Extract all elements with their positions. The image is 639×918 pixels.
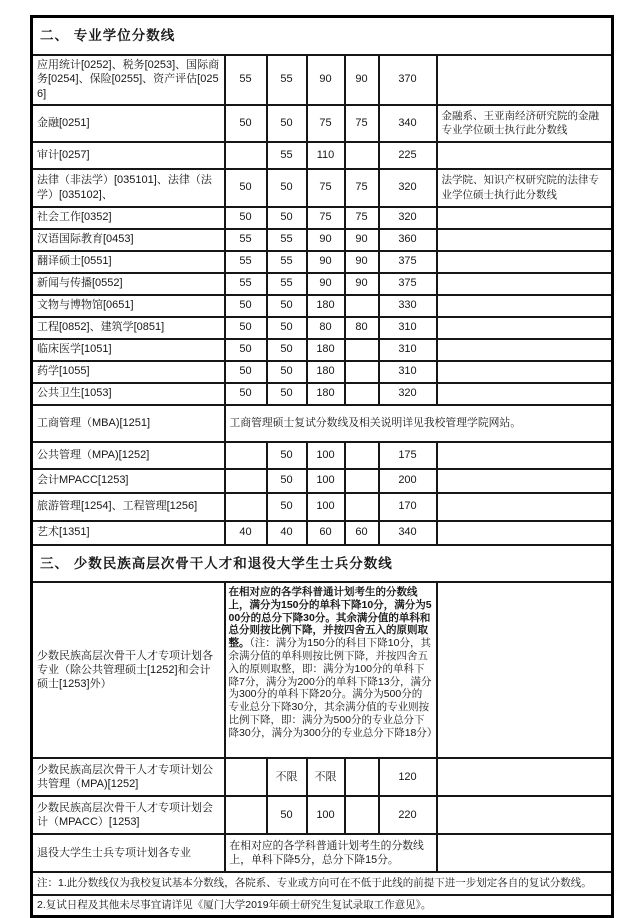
score-cell-2: 50 — [267, 796, 307, 834]
note-cell — [437, 207, 613, 229]
program-cell: 药学[1055] — [32, 361, 225, 383]
score-cell-4 — [345, 493, 379, 521]
total-score-cell: 320 — [379, 169, 437, 207]
score-cell-4 — [345, 295, 379, 317]
program-cell: 工商管理（MBA)[1251] — [32, 405, 225, 442]
score-cell-2: 55 — [267, 251, 307, 273]
note-cell — [437, 55, 613, 105]
score-cell-2: 50 — [267, 361, 307, 383]
score-cell-1: 50 — [225, 105, 267, 142]
score-cell-4 — [345, 796, 379, 834]
section-title: 三、 少数民族高层次骨干人才和退役大学生士兵分数线 — [32, 545, 613, 583]
note-cell — [437, 295, 613, 317]
program-cell: 文物与博物馆[0651] — [32, 295, 225, 317]
note-cell: 金融系、王亚南经济研究院的金融专业学位硕士执行此分数线 — [437, 105, 613, 142]
program-cell: 应用统计[0252]、税务[0253]、国际商务[0254]、保险[0255]、资产评估[0256] — [32, 55, 225, 105]
score-cell-2: 55 — [267, 55, 307, 105]
score-cell-3: 80 — [307, 317, 345, 339]
table-row — [32, 383, 613, 405]
rule-text-bold: 在相对应的各学科普通计划考生的分数线上，满分为150分的单科下降10分，满分为500分的总分下降30分。其余满分值的单科和总分则按比例下降，并按四舍五入的原则取整。 — [228, 586, 432, 650]
score-cell-2: 50 — [267, 493, 307, 521]
note-cell — [437, 758, 613, 796]
program-cell: 法律（非法学）[035101]、法律（法学）[035102]、 — [32, 169, 225, 207]
total-score-cell: 330 — [379, 295, 437, 317]
total-score-cell: 200 — [379, 469, 437, 493]
score-cell-1 — [225, 469, 267, 493]
score-cell-3: 110 — [307, 142, 345, 169]
table-row — [32, 796, 613, 834]
merged-note-cell: 工商管理硕士复试分数线及相关说明详见我校管理学院网站。 — [225, 405, 613, 442]
note-cell — [437, 317, 613, 339]
score-cell-2: 55 — [267, 273, 307, 295]
score-cell-4: 80 — [345, 317, 379, 339]
table-row — [32, 361, 613, 383]
score-cell-1: 50 — [225, 317, 267, 339]
total-score-cell: 175 — [379, 442, 437, 469]
table-row — [32, 317, 613, 339]
total-score-cell: 375 — [379, 273, 437, 295]
table-row — [32, 207, 613, 229]
score-cell-3: 不限 — [307, 758, 345, 796]
total-score-cell: 320 — [379, 383, 437, 405]
score-cell-1: 55 — [225, 55, 267, 105]
score-cell-4 — [345, 758, 379, 796]
merged-rule-cell — [225, 582, 437, 758]
total-score-cell: 170 — [379, 493, 437, 521]
score-cell-2: 不限 — [267, 758, 307, 796]
note-cell — [437, 251, 613, 273]
program-cell: 少数民族高层次骨干人才专项计划各专业（除公共管理硕士[1252]和会计硕士[1253]外） — [32, 582, 225, 758]
score-cell-4 — [345, 383, 379, 405]
score-cell-2: 50 — [267, 469, 307, 493]
score-cell-4: 90 — [345, 55, 379, 105]
score-cell-3: 100 — [307, 469, 345, 493]
table-row — [32, 229, 613, 251]
table-row — [32, 469, 613, 493]
table-row — [32, 142, 613, 169]
note-cell — [437, 796, 613, 834]
score-cell-1 — [225, 142, 267, 169]
footnote: 注：1.此分数线仅为我校复试基本分数线，各院系、专业或方向可在不低于此线的前提下进一步划定各自的复试分数线。 — [32, 872, 613, 895]
score-cell-3: 90 — [307, 229, 345, 251]
score-cell-3: 75 — [307, 207, 345, 229]
total-score-cell: 320 — [379, 207, 437, 229]
program-cell: 临床医学[1051] — [32, 339, 225, 361]
table-row — [32, 582, 613, 758]
program-cell: 社会工作[0352] — [32, 207, 225, 229]
note-cell — [437, 834, 613, 872]
note-cell — [437, 493, 613, 521]
table-row — [32, 758, 613, 796]
score-cell-3: 90 — [307, 273, 345, 295]
note-cell — [437, 339, 613, 361]
table-row — [32, 169, 613, 207]
total-score-cell: 310 — [379, 339, 437, 361]
score-cell-3: 180 — [307, 383, 345, 405]
table-row — [32, 493, 613, 521]
program-cell: 公共卫生[1053] — [32, 383, 225, 405]
program-cell: 少数民族高层次骨干人才专项计划会计（MPACC）[1253] — [32, 796, 225, 834]
score-cell-2: 55 — [267, 229, 307, 251]
footnote: 2.复试日程及其他未尽事宜请详见《厦门大学2019年硕士研究生复试录取工作意见》。 — [32, 895, 613, 917]
score-cell-4: 90 — [345, 229, 379, 251]
table-row — [32, 105, 613, 142]
score-cell-1: 50 — [225, 383, 267, 405]
total-score-cell: 360 — [379, 229, 437, 251]
note-cell — [437, 142, 613, 169]
score-cell-2: 50 — [267, 295, 307, 317]
table-row — [32, 55, 613, 105]
program-cell: 退役大学生士兵专项计划各专业 — [32, 834, 225, 872]
score-cell-3: 75 — [307, 105, 345, 142]
program-cell: 工程[0852]、建筑学[0851] — [32, 317, 225, 339]
score-cell-1 — [225, 493, 267, 521]
program-cell: 会计MPACC[1253] — [32, 469, 225, 493]
table-row — [32, 834, 613, 872]
table-row — [32, 895, 613, 917]
total-score-cell: 120 — [379, 758, 437, 796]
score-cell-1: 50 — [225, 339, 267, 361]
program-cell: 审计[0257] — [32, 142, 225, 169]
note-cell — [437, 229, 613, 251]
score-cell-3: 90 — [307, 251, 345, 273]
score-cell-2: 50 — [267, 105, 307, 142]
program-cell: 艺术[1351] — [32, 521, 225, 545]
score-cell-4 — [345, 142, 379, 169]
score-cell-1 — [225, 442, 267, 469]
score-cell-3: 75 — [307, 169, 345, 207]
score-cell-1: 50 — [225, 295, 267, 317]
total-score-cell: 310 — [379, 361, 437, 383]
table-row — [32, 872, 613, 895]
score-cell-1: 50 — [225, 361, 267, 383]
score-cell-1: 40 — [225, 521, 267, 545]
score-cell-1: 55 — [225, 251, 267, 273]
table-row — [32, 339, 613, 361]
score-cell-1: 55 — [225, 229, 267, 251]
total-score-cell: 370 — [379, 55, 437, 105]
note-cell — [437, 582, 613, 758]
program-cell: 公共管理（MPA)[1252] — [32, 442, 225, 469]
note-cell — [437, 442, 613, 469]
table-row — [32, 521, 613, 545]
score-cell-3: 180 — [307, 339, 345, 361]
score-cell-1 — [225, 758, 267, 796]
total-score-cell: 375 — [379, 251, 437, 273]
program-cell: 金融[0251] — [32, 105, 225, 142]
score-cell-2: 40 — [267, 521, 307, 545]
score-cell-3: 100 — [307, 442, 345, 469]
score-cell-3: 100 — [307, 493, 345, 521]
note-cell — [437, 469, 613, 493]
rule-text: （注：满分为150分的科目下降10分，其余满分值的单科则按比例下降，并按四舍五入的原则取整，即：满分为100分的单科下降7分，满分为200分的单科下降13分，满分为300分的单科下降20分。满分为500分的专业总分下降30分，其余满分值的专业则按比例下降，即：满分为500分的专业总分下降30分，满分为300分的专业总分下降18分） — [228, 637, 438, 739]
score-table-body — [32, 17, 613, 917]
score-cell-4: 75 — [345, 207, 379, 229]
score-cell-1: 50 — [225, 169, 267, 207]
score-cell-4 — [345, 442, 379, 469]
note-cell — [437, 383, 613, 405]
score-cell-3: 180 — [307, 361, 345, 383]
score-cell-1: 50 — [225, 207, 267, 229]
program-cell: 汉语国际教育[0453] — [32, 229, 225, 251]
score-cell-2: 55 — [267, 142, 307, 169]
score-table — [30, 15, 614, 918]
score-cell-2: 50 — [267, 442, 307, 469]
score-cell-3: 100 — [307, 796, 345, 834]
program-cell: 新闻与传播[0552] — [32, 273, 225, 295]
score-cell-4: 75 — [345, 169, 379, 207]
score-cell-4: 90 — [345, 273, 379, 295]
note-cell — [437, 521, 613, 545]
table-row — [32, 17, 613, 55]
score-cell-2: 50 — [267, 169, 307, 207]
score-cell-3: 180 — [307, 295, 345, 317]
program-cell: 旅游管理[1254]、工程管理[1256] — [32, 493, 225, 521]
score-cell-1 — [225, 796, 267, 834]
section-title: 二、 专业学位分数线 — [32, 17, 613, 55]
score-cell-3: 60 — [307, 521, 345, 545]
total-score-cell: 310 — [379, 317, 437, 339]
note-cell — [437, 361, 613, 383]
score-cell-4: 60 — [345, 521, 379, 545]
score-cell-3: 90 — [307, 55, 345, 105]
score-cell-4: 90 — [345, 251, 379, 273]
total-score-cell: 340 — [379, 521, 437, 545]
total-score-cell: 220 — [379, 796, 437, 834]
table-row — [32, 273, 613, 295]
score-cell-2: 50 — [267, 383, 307, 405]
score-cell-1: 55 — [225, 273, 267, 295]
score-cell-2: 50 — [267, 317, 307, 339]
score-cell-2: 50 — [267, 207, 307, 229]
score-cell-4 — [345, 339, 379, 361]
program-cell: 翻译硕士[0551] — [32, 251, 225, 273]
rule-text: 在相对应的各学科普通计划考生的分数线上，单科下降5分，总分下降15分。 — [229, 839, 424, 867]
score-cell-4: 75 — [345, 105, 379, 142]
table-row — [32, 545, 613, 583]
merged-rule-cell — [225, 834, 437, 872]
total-score-cell: 225 — [379, 142, 437, 169]
note-cell — [437, 273, 613, 295]
table-row — [32, 251, 613, 273]
score-cell-2: 50 — [267, 339, 307, 361]
score-cell-4 — [345, 469, 379, 493]
score-cell-4 — [345, 361, 379, 383]
total-score-cell: 340 — [379, 105, 437, 142]
table-row — [32, 405, 613, 442]
table-row — [32, 442, 613, 469]
program-cell: 少数民族高层次骨干人才专项计划公共管理（MPA)[1252] — [32, 758, 225, 796]
note-cell: 法学院、知识产权研究院的法律专业学位硕士执行此分数线 — [437, 169, 613, 207]
table-row — [32, 295, 613, 317]
